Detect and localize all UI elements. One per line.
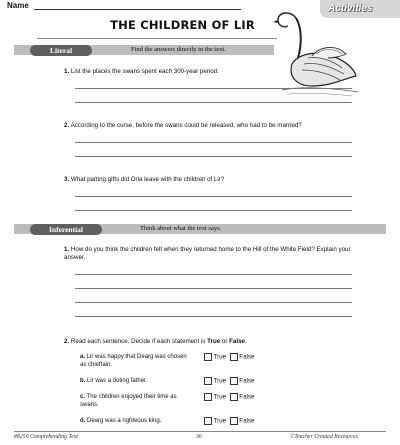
question-text: According to the curse, before the swans could be released, who had to be married? xyxy=(70,122,302,129)
literal-question-2 xyxy=(64,122,302,130)
or-word: or xyxy=(220,338,230,345)
answer-line[interactable] xyxy=(75,274,352,275)
statement-b xyxy=(80,378,190,386)
statement-text: Lir was happy that Dearg was chosen as chieftain. xyxy=(80,354,187,368)
answer-line[interactable] xyxy=(75,316,352,317)
statement-b-options xyxy=(204,377,254,385)
true-label: True xyxy=(213,353,227,361)
question-text: How do you think the children felt when they returned home to the Hill of the White Field? Explain your answer. xyxy=(64,246,351,261)
true-label: True xyxy=(213,377,227,385)
true-label: True xyxy=(213,393,227,401)
activities-label: Activities xyxy=(328,3,373,14)
question-number: 1. xyxy=(64,246,70,253)
false-checkbox[interactable] xyxy=(230,417,238,425)
question-number: 2. xyxy=(64,338,70,345)
false-label: False xyxy=(239,393,255,401)
question-number: 3. xyxy=(64,176,70,183)
true-checkbox[interactable] xyxy=(204,417,212,425)
false-checkbox[interactable] xyxy=(230,393,238,401)
literal-question-3 xyxy=(64,176,224,184)
inferential-label: Inferential xyxy=(30,224,102,235)
inferential-question-2 xyxy=(64,338,247,346)
question-end: . xyxy=(244,338,247,345)
true-checkbox[interactable] xyxy=(204,353,212,361)
footer-publisher: ©Teacher Created Resources xyxy=(290,434,358,440)
question-text: What parting gifts did Orla leave with the children of Lir? xyxy=(70,176,225,183)
page-title: THE CHILDREN OF LIR xyxy=(110,18,255,32)
statement-d xyxy=(80,418,190,426)
literal-instructions: Find the answers directly in the text. xyxy=(131,46,226,53)
question-number: 2. xyxy=(64,122,70,129)
false-checkbox[interactable] xyxy=(230,353,238,361)
answer-line[interactable] xyxy=(75,210,352,211)
statement-text: The children enjoyed their time as swans. xyxy=(80,394,177,408)
answer-line[interactable] xyxy=(75,196,352,197)
statement-text: Lir was a doting father. xyxy=(87,378,148,384)
footer-divider xyxy=(14,431,386,432)
answer-line[interactable] xyxy=(75,142,352,143)
answer-line[interactable] xyxy=(75,288,352,289)
footer-book-code: #8250 Comprehending Text xyxy=(14,434,78,440)
statement-text: Dearg was a righteous king. xyxy=(87,418,162,424)
true-label: True xyxy=(213,417,227,425)
false-checkbox[interactable] xyxy=(230,377,238,385)
statement-a xyxy=(80,354,190,369)
statement-c-options xyxy=(204,393,254,401)
question-number: 1. xyxy=(64,68,70,75)
swan-illustration xyxy=(272,6,360,98)
name-line[interactable] xyxy=(34,9,241,10)
true-word: True xyxy=(207,338,221,345)
question-text: List the places the swans spent each 300-year period. xyxy=(70,68,219,75)
false-label: False xyxy=(239,353,255,361)
answer-line[interactable] xyxy=(75,302,352,303)
inferential-instructions: Think about what the text says. xyxy=(140,225,222,232)
true-checkbox[interactable] xyxy=(204,393,212,401)
name-label: Name xyxy=(7,1,29,10)
literal-label: Literal xyxy=(30,45,92,56)
statement-letter: a. xyxy=(80,354,86,360)
title-divider xyxy=(37,38,277,39)
statement-letter: c. xyxy=(80,394,86,400)
statement-a-options xyxy=(204,353,254,361)
statement-c xyxy=(80,394,190,409)
answer-line[interactable] xyxy=(75,156,352,157)
false-label: False xyxy=(239,377,255,385)
answer-line[interactable] xyxy=(75,88,352,89)
true-checkbox[interactable] xyxy=(204,377,212,385)
question-text-part: Read each sentence. Decide if each statement is xyxy=(70,338,208,345)
answer-line[interactable] xyxy=(75,102,352,103)
footer-page-number: 36 xyxy=(196,434,202,440)
statement-letter: d. xyxy=(80,418,86,424)
statement-d-options xyxy=(204,417,254,425)
literal-question-1 xyxy=(64,68,219,76)
false-word: False xyxy=(229,338,245,345)
statement-letter: b. xyxy=(80,378,86,384)
inferential-question-1 xyxy=(64,246,364,262)
false-label: False xyxy=(239,417,255,425)
